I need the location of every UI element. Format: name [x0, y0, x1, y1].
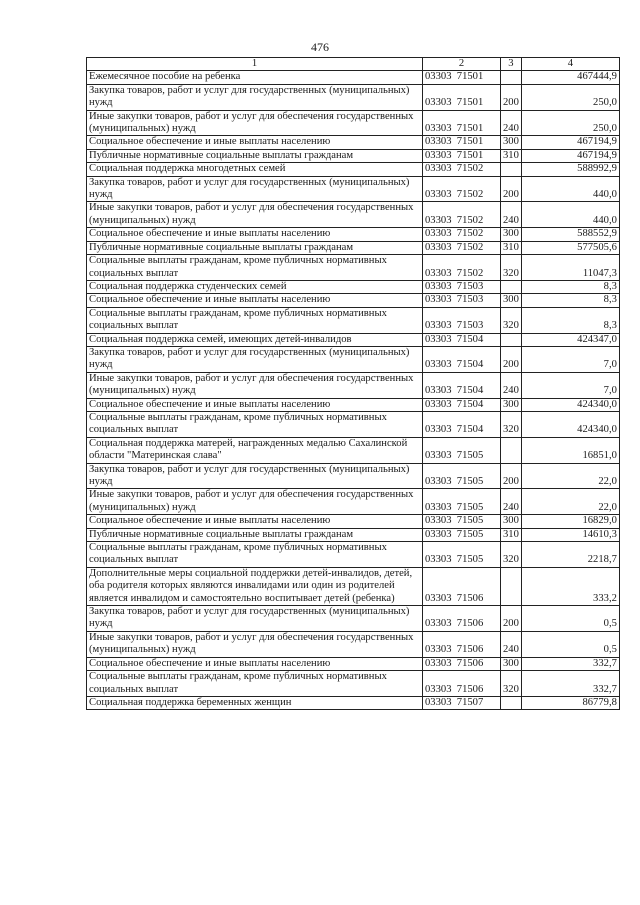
table-row: [87, 528, 620, 541]
row-name-cell: Социальное обеспечение и иные выплаты населению: [87, 228, 423, 241]
row-name-cell: Социальные выплаты гражданам, кроме публичных нормативных социальных выплат: [87, 542, 423, 568]
row-sum-cell: 250,0: [521, 110, 619, 136]
row-type-cell: 320: [501, 307, 522, 333]
row-type-cell: 300: [501, 398, 522, 411]
row-name-cell: Иные закупки товаров, работ и услуг для обеспечения государственных (муниципальных) нужд: [87, 202, 423, 228]
row-name-cell: Социальное обеспечение и иные выплаты населению: [87, 294, 423, 307]
row-code-cell: 03303 71506: [423, 657, 501, 670]
row-sum-cell: 440,0: [521, 202, 619, 228]
row-type-cell: 200: [501, 176, 522, 202]
row-sum-cell: 424340,0: [521, 398, 619, 411]
row-sum-cell: 424340,0: [521, 411, 619, 437]
row-name-cell: Социальная поддержка матерей, награжденных медалью Сахалинской области "Материнская слава": [87, 437, 423, 463]
table-header-row: [87, 58, 620, 71]
row-sum-cell: 7,0: [521, 346, 619, 372]
row-sum-cell: 2218,7: [521, 542, 619, 568]
row-name-cell: Ежемесячное пособие на ребенка: [87, 71, 423, 84]
row-sum-cell: 11047,3: [521, 255, 619, 281]
header-col-code: 2: [423, 58, 501, 71]
row-sum-cell: 588552,9: [521, 228, 619, 241]
table-row: [87, 71, 620, 84]
row-sum-cell: 22,0: [521, 463, 619, 489]
row-code-cell: 03303 71502: [423, 176, 501, 202]
table-row: [87, 202, 620, 228]
row-code-cell: 03303 71505: [423, 542, 501, 568]
row-code-cell: 03303 71505: [423, 528, 501, 541]
table-row: [87, 149, 620, 162]
row-sum-cell: 8,3: [521, 294, 619, 307]
row-type-cell: 320: [501, 411, 522, 437]
row-type-cell: [501, 333, 522, 346]
row-code-cell: 03303 71504: [423, 411, 501, 437]
row-name-cell: Социальная поддержка многодетных семей: [87, 163, 423, 176]
row-type-cell: [501, 437, 522, 463]
header-col-sum: 4: [521, 58, 619, 71]
row-type-cell: 240: [501, 110, 522, 136]
row-type-cell: 200: [501, 463, 522, 489]
row-code-cell: 03303 71502: [423, 163, 501, 176]
row-name-cell: Социальное обеспечение и иные выплаты населению: [87, 657, 423, 670]
row-sum-cell: 332,7: [521, 671, 619, 697]
row-sum-cell: 16851,0: [521, 437, 619, 463]
row-sum-cell: 467194,9: [521, 149, 619, 162]
header-col-type: 3: [501, 58, 522, 71]
row-code-cell: 03303 71504: [423, 333, 501, 346]
row-sum-cell: 8,3: [521, 307, 619, 333]
row-sum-cell: 424347,0: [521, 333, 619, 346]
row-name-cell: Социальные выплаты гражданам, кроме публичных нормативных социальных выплат: [87, 671, 423, 697]
row-type-cell: [501, 696, 522, 709]
row-code-cell: 03303 71502: [423, 241, 501, 254]
row-code-cell: 03303 71506: [423, 671, 501, 697]
row-name-cell: Социальные выплаты гражданам, кроме публичных нормативных социальных выплат: [87, 255, 423, 281]
table-row: [87, 294, 620, 307]
row-code-cell: 03303 71506: [423, 606, 501, 632]
row-sum-cell: 7,0: [521, 372, 619, 398]
row-type-cell: 320: [501, 542, 522, 568]
row-type-cell: 200: [501, 84, 522, 110]
table-row: [87, 671, 620, 697]
row-sum-cell: 0,5: [521, 606, 619, 632]
row-name-cell: Социальные выплаты гражданам, кроме публичных нормативных социальных выплат: [87, 307, 423, 333]
table-row: [87, 631, 620, 657]
row-type-cell: 240: [501, 489, 522, 515]
row-code-cell: 03303 71503: [423, 280, 501, 293]
row-name-cell: Дополнительные меры социальной поддержки детей-инвалидов, детей, оба родителя которых являются инвалидами или один из родителей является инвалидом и самостоятельно воспитывает детей (ребенка): [87, 567, 423, 605]
row-type-cell: [501, 71, 522, 84]
row-name-cell: Закупка товаров, работ и услуг для государственных (муниципальных) нужд: [87, 176, 423, 202]
row-name-cell: Социальная поддержка беременных женщин: [87, 696, 423, 709]
row-type-cell: 240: [501, 202, 522, 228]
row-sum-cell: 0,5: [521, 631, 619, 657]
row-type-cell: 300: [501, 294, 522, 307]
row-code-cell: 03303 71504: [423, 398, 501, 411]
row-sum-cell: 250,0: [521, 84, 619, 110]
row-code-cell: 03303 71501: [423, 84, 501, 110]
row-type-cell: 300: [501, 136, 522, 149]
table-row: [87, 606, 620, 632]
row-name-cell: Публичные нормативные социальные выплаты гражданам: [87, 149, 423, 162]
page-number: 476: [311, 40, 329, 54]
row-name-cell: Закупка товаров, работ и услуг для государственных (муниципальных) нужд: [87, 463, 423, 489]
table-row: [87, 437, 620, 463]
table-row: [87, 411, 620, 437]
table-row: [87, 241, 620, 254]
row-type-cell: [501, 567, 522, 605]
row-sum-cell: 86779,8: [521, 696, 619, 709]
row-code-cell: 03303 71506: [423, 631, 501, 657]
row-code-cell: 03303 71501: [423, 71, 501, 84]
row-sum-cell: 14610,3: [521, 528, 619, 541]
row-type-cell: 310: [501, 149, 522, 162]
row-type-cell: [501, 280, 522, 293]
row-type-cell: 320: [501, 255, 522, 281]
row-code-cell: 03303 71505: [423, 437, 501, 463]
row-name-cell: Социальное обеспечение и иные выплаты населению: [87, 136, 423, 149]
row-sum-cell: 22,0: [521, 489, 619, 515]
row-type-cell: 310: [501, 241, 522, 254]
row-code-cell: 03303 71505: [423, 515, 501, 528]
row-name-cell: Публичные нормативные социальные выплаты гражданам: [87, 528, 423, 541]
table-row: [87, 255, 620, 281]
table-row: [87, 657, 620, 670]
row-code-cell: 03303 71502: [423, 228, 501, 241]
table-row: [87, 333, 620, 346]
row-code-cell: 03303 71507: [423, 696, 501, 709]
row-name-cell: Закупка товаров, работ и услуг для государственных (муниципальных) нужд: [87, 346, 423, 372]
table-row: [87, 163, 620, 176]
table-row: [87, 84, 620, 110]
row-type-cell: 310: [501, 528, 522, 541]
row-code-cell: 03303 71505: [423, 489, 501, 515]
table-row: [87, 346, 620, 372]
row-name-cell: Иные закупки товаров, работ и услуг для обеспечения государственных (муниципальных) нужд: [87, 110, 423, 136]
table-row: [87, 176, 620, 202]
row-sum-cell: 577505,6: [521, 241, 619, 254]
row-code-cell: 03303 71501: [423, 136, 501, 149]
row-code-cell: 03303 71502: [423, 255, 501, 281]
row-code-cell: 03303 71504: [423, 346, 501, 372]
row-code-cell: 03303 71501: [423, 110, 501, 136]
row-code-cell: 03303 71501: [423, 149, 501, 162]
budget-table: [86, 57, 620, 710]
row-name-cell: Иные закупки товаров, работ и услуг для обеспечения государственных (муниципальных) нужд: [87, 372, 423, 398]
table-row: [87, 515, 620, 528]
row-name-cell: Социальная поддержка семей, имеющих детей-инвалидов: [87, 333, 423, 346]
table-row: [87, 567, 620, 605]
row-type-cell: 200: [501, 346, 522, 372]
row-code-cell: 03303 71504: [423, 372, 501, 398]
table-row: [87, 696, 620, 709]
row-code-cell: 03303 71503: [423, 307, 501, 333]
row-name-cell: Закупка товаров, работ и услуг для государственных (муниципальных) нужд: [87, 84, 423, 110]
row-name-cell: Социальная поддержка студенческих семей: [87, 280, 423, 293]
row-type-cell: 300: [501, 228, 522, 241]
row-code-cell: 03303 71502: [423, 202, 501, 228]
row-type-cell: 320: [501, 671, 522, 697]
row-name-cell: Закупка товаров, работ и услуг для государственных (муниципальных) нужд: [87, 606, 423, 632]
row-type-cell: 240: [501, 631, 522, 657]
row-name-cell: Социальное обеспечение и иные выплаты населению: [87, 398, 423, 411]
table-row: [87, 110, 620, 136]
table-row: [87, 489, 620, 515]
row-type-cell: 300: [501, 515, 522, 528]
row-sum-cell: 332,7: [521, 657, 619, 670]
table-row: [87, 542, 620, 568]
table-row: [87, 372, 620, 398]
row-sum-cell: 467194,9: [521, 136, 619, 149]
table-row: [87, 280, 620, 293]
row-name-cell: Публичные нормативные социальные выплаты гражданам: [87, 241, 423, 254]
row-sum-cell: 8,3: [521, 280, 619, 293]
row-code-cell: 03303 71503: [423, 294, 501, 307]
row-type-cell: 300: [501, 657, 522, 670]
row-type-cell: [501, 163, 522, 176]
table-row: [87, 307, 620, 333]
table-row: [87, 136, 620, 149]
row-name-cell: Иные закупки товаров, работ и услуг для обеспечения государственных (муниципальных) нужд: [87, 489, 423, 515]
row-type-cell: 200: [501, 606, 522, 632]
row-sum-cell: 467444,9: [521, 71, 619, 84]
table-row: [87, 463, 620, 489]
header-col-name: 1: [87, 58, 423, 71]
row-name-cell: Социальные выплаты гражданам, кроме публичных нормативных социальных выплат: [87, 411, 423, 437]
table-row: [87, 398, 620, 411]
row-sum-cell: 333,2: [521, 567, 619, 605]
row-name-cell: Социальное обеспечение и иные выплаты населению: [87, 515, 423, 528]
table-row: [87, 228, 620, 241]
row-code-cell: 03303 71505: [423, 463, 501, 489]
row-sum-cell: 440,0: [521, 176, 619, 202]
row-sum-cell: 588992,9: [521, 163, 619, 176]
row-name-cell: Иные закупки товаров, работ и услуг для обеспечения государственных (муниципальных) нужд: [87, 631, 423, 657]
row-sum-cell: 16829,0: [521, 515, 619, 528]
row-type-cell: 240: [501, 372, 522, 398]
row-code-cell: 03303 71506: [423, 567, 501, 605]
